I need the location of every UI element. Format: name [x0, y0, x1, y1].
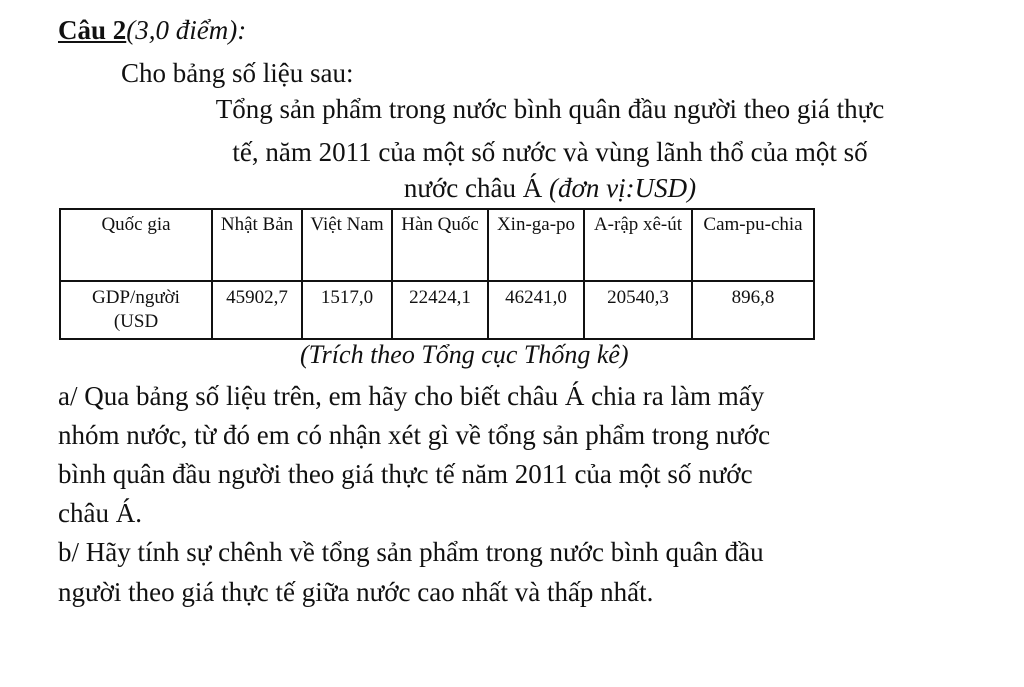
- value-cell: 20540,3: [584, 281, 692, 339]
- table-value-row: [60, 281, 814, 339]
- country-header-cell: Xin-ga-po: [488, 209, 584, 281]
- question-label: Câu 2: [58, 15, 127, 45]
- row-label-line-1: GDP/người: [92, 287, 180, 308]
- row-label-line-2: (USD: [113, 311, 159, 332]
- gdp-table: [59, 208, 815, 340]
- value-cell: 896,8: [692, 281, 814, 339]
- value-cell: 45902,7: [212, 281, 302, 339]
- intro-text: Cho bảng số liệu sau:: [121, 58, 354, 88]
- part-b-line-2: người theo giá thực tế giữa nước cao nhất và thấp nhất.: [58, 577, 654, 607]
- value-cell: 22424,1: [392, 281, 488, 339]
- part-a-line-1: a/ Qua bảng số liệu trên, em hãy cho biết châu Á chia ra làm mấy: [58, 381, 765, 411]
- part-a-line-2: nhóm nước, từ đó em có nhận xét gì về tổng sản phẩm trong nước: [58, 420, 771, 450]
- table-header-row: [60, 209, 814, 281]
- part-b-line-1: b/ Hãy tính sự chênh về tổng sản phẩm trong nước bình quân đầu: [58, 537, 764, 567]
- question-heading: [58, 14, 246, 46]
- part-a-line-4: châu Á.: [58, 498, 142, 528]
- table-title-text: nước châu Á: [403, 173, 549, 203]
- country-header-cell: Việt Nam: [302, 209, 392, 281]
- table-title-line-3: [100, 172, 1000, 204]
- table-title-unit: (đơn vị:USD): [549, 173, 697, 203]
- country-header-cell: Cam-pu-chia: [692, 209, 814, 281]
- part-a-line-3: bình quân đầu người theo giá thực tế năm 2011 của một số nước: [58, 459, 753, 489]
- table-source: (Trích theo Tổng cục Thống kê): [300, 340, 629, 369]
- country-header-cell: Hàn Quốc: [392, 209, 488, 281]
- question-points: (3,0 điểm):: [126, 15, 247, 45]
- value-cell: 1517,0: [302, 281, 392, 339]
- country-header-cell: Nhật Bản: [212, 209, 302, 281]
- table-title-line-1: Tổng sản phẩm trong nước bình quân đầu người theo giá thực: [215, 94, 885, 124]
- table-title-line-2: tế, năm 2011 của một số nước và vùng lãnh thổ của một số: [232, 137, 868, 167]
- value-cell: 46241,0: [488, 281, 584, 339]
- country-header-cell: A-rập xê-út: [584, 209, 692, 281]
- header-label-cell: Quốc gia: [60, 209, 212, 281]
- row-label-cell: [60, 281, 212, 339]
